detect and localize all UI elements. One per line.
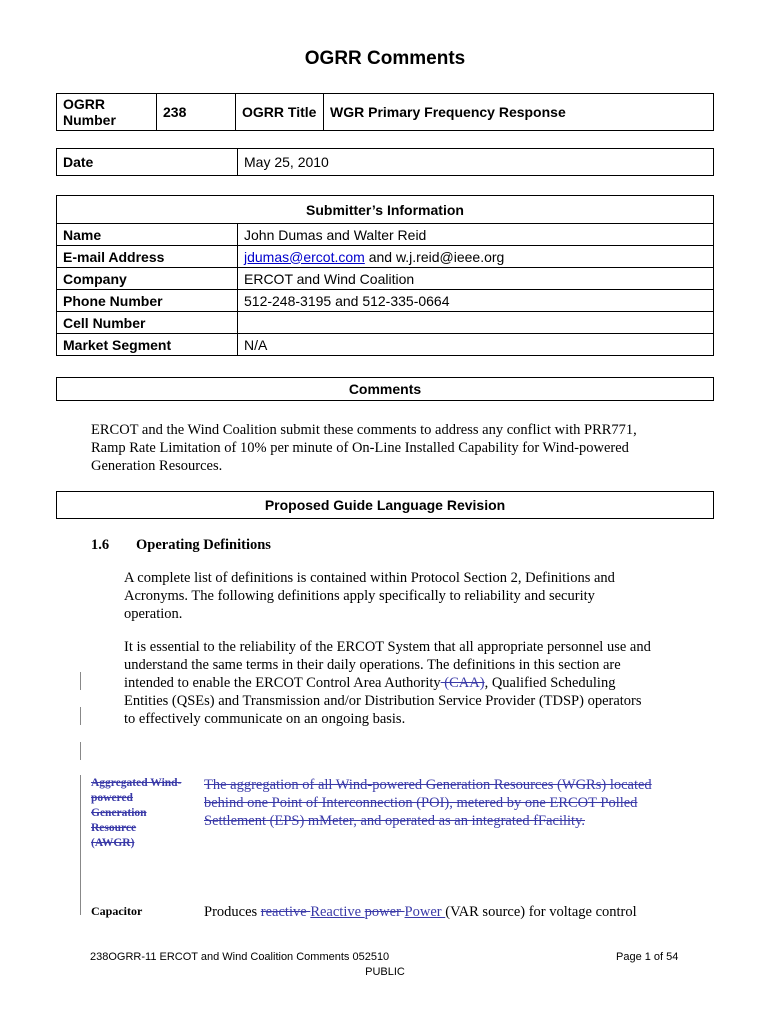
ogrr-number-label: OGRR Number [57,94,157,131]
ogrr-title-value: WGR Primary Frequency Response [324,94,714,131]
company-label: Company [57,268,238,290]
para1-line-3: operation. [124,606,183,622]
segment-label: Market Segment [57,334,238,356]
date-label: Date [57,149,238,176]
submitter-heading: Submitter’s Information [57,196,714,224]
name-value: John Dumas and Walter Reid [238,224,714,246]
email-link[interactable]: jdumas@ercot.com [244,248,365,265]
deleted-power: power [364,904,405,920]
email-label: E-mail Address [57,246,238,268]
awgr-term-line-3: Generation [91,807,147,819]
ogrr-title-label: OGRR Title [236,94,324,131]
footer-public-label: PUBLIC [365,966,405,978]
deleted-reactive: reactive [260,904,311,920]
awgr-def-line-3: Settlement (EPS) mMeter, and operated as an integrated fFacility. [204,813,586,829]
reliability-paragraph [124,638,724,728]
company-value: ERCOT and Wind Coalition [238,268,714,290]
section-number: 1.6 [91,537,110,553]
email-rest: and w.j.reid@ieee.org [364,248,505,265]
phone-value: 512-248-3195 and 512-335-0664 [238,290,714,312]
awgr-def-line-2: behind one Point of Interconnection (POI), metered by one ERCOT Polled [204,795,638,811]
para2-line-2: understand the same terms in their daily operations. The definitions in this section are [124,657,621,673]
para2-line-3-text: intended to enable the ERCOT Control Area Authority [124,675,441,691]
phone-label: Phone Number [57,290,238,312]
para2-line-5: to effectively communicate on an ongoing basis. [124,711,406,727]
change-bar [80,775,81,915]
comments-heading: Comments [57,378,714,401]
awgr-definition [204,776,704,830]
email-value [238,246,714,268]
inserted-reactive: Reactive [310,904,365,920]
comments-heading-box [56,377,714,401]
awgr-def-line-1: The aggregation of all Wind-powered Generation Resources (WGRs) located [204,777,652,793]
revision-heading-box [56,491,714,519]
awgr-term [91,776,196,851]
comments-line-2: Ramp Rate Limitation of 10% per minute of On-Line Installed Capability for Wind-powered [91,440,629,456]
awgr-term-line-1: Aggregated Wind- [91,777,182,789]
comments-paragraph [91,421,721,475]
change-bar [80,707,81,725]
definitions-intro-paragraph [124,569,724,623]
footer-page-number: Page 1 of 54 [616,951,679,963]
segment-value: N/A [238,334,714,356]
revision-heading: Proposed Guide Language Revision [57,492,714,519]
change-bar [80,672,81,690]
awgr-term-line-5: (AWGR) [91,837,135,849]
para1-line-1: A complete list of definitions is contained within Protocol Section 2, Definitions and [124,570,615,586]
ogrr-header-table [56,93,714,131]
capacitor-def-end: (VAR source) for voltage control [445,904,637,920]
submitter-table [56,195,714,356]
para2-line-3 [124,674,724,692]
awgr-term-line-4: Resource [91,822,137,834]
name-label: Name [57,224,238,246]
para2-line-3-rest: , Qualified Scheduling [484,675,616,691]
change-bar [80,742,81,760]
date-table [56,148,714,176]
para1-line-2: Acronyms. The following definitions apply specifically to reliability and security [124,588,595,604]
inserted-power: Power [404,904,446,920]
cell-label: Cell Number [57,312,238,334]
capacitor-term: Capacitor [91,904,143,918]
cell-value [238,312,714,334]
capacitor-def-start: Produces [204,904,261,920]
capacitor-definition [204,903,724,921]
awgr-term-line-2: powered [91,792,133,804]
section-title: Operating Definitions [136,537,271,553]
deleted-caa: (CAA) [440,675,485,691]
comments-line-1: ERCOT and the Wind Coalition submit these comments to address any conflict with PRR771, [91,422,637,438]
ogrr-number-value: 238 [157,94,236,131]
footer-document-id: 238OGRR-11 ERCOT and Wind Coalition Comments 052510 [90,951,390,963]
para2-line-4: Entities (QSEs) and Transmission and/or Distribution Service Provider (TDSP) operators [124,693,642,709]
document-title: OGRR Comments [304,48,466,69]
date-value: May 25, 2010 [238,149,714,176]
para2-line-1: It is essential to the reliability of the ERCOT System that all appropriate personnel use and [124,639,651,655]
comments-line-3: Generation Resources. [91,458,223,474]
